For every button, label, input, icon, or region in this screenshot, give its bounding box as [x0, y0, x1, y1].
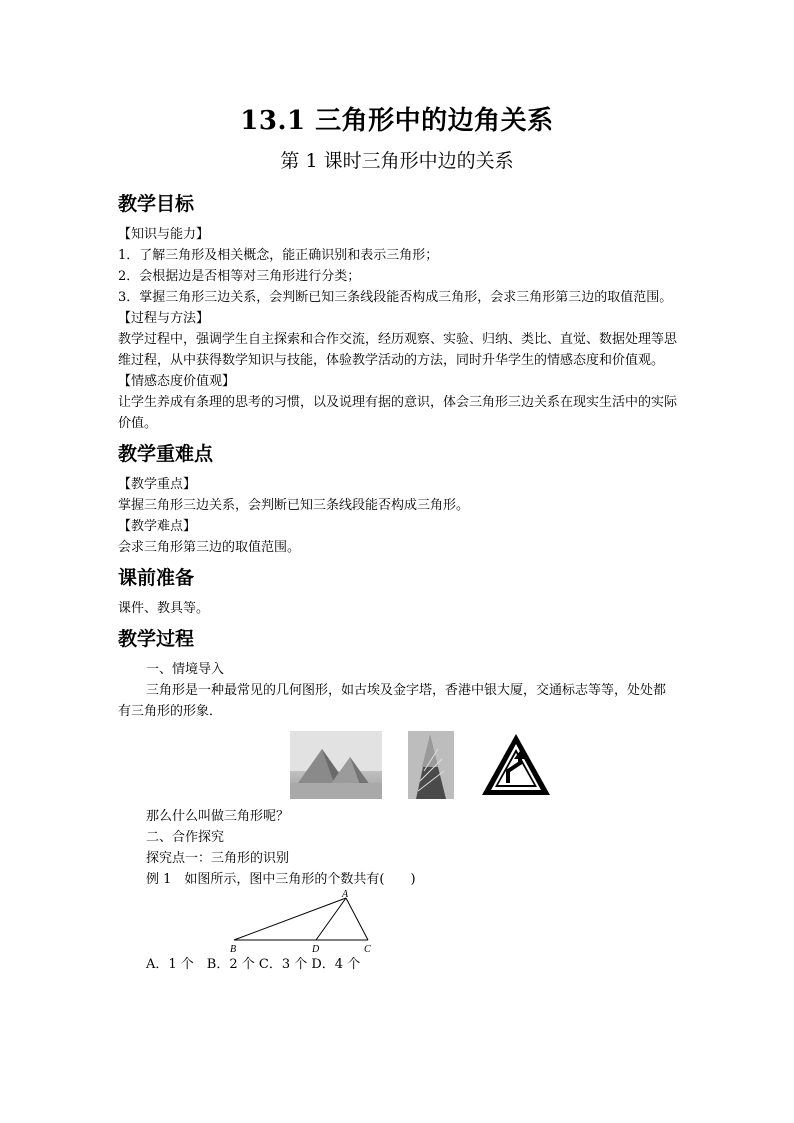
vertex-label-a: A — [342, 889, 349, 900]
section-heading-keypoints: 教学重难点 — [118, 443, 214, 465]
page-title: 13.1 三角形中的边角关系 — [240, 106, 554, 136]
example1-options: A．1 个 B．2 个 C．3 个 D．4 个 — [146, 957, 361, 972]
vertex-label-c: C — [364, 944, 371, 955]
tower-icon — [408, 731, 454, 799]
question-text: 那么什么叫做三角形呢？ — [146, 809, 290, 824]
difficult-text: 会求三角形第三边的取值范围。 — [118, 540, 301, 555]
section-heading-prep: 课前准备 — [118, 567, 195, 589]
attitude-text: 让学生养成有条理的思考的习惯，以及说理有据的意识，体会三角形三边关系在现实生活中的实际价值。 — [118, 395, 678, 431]
explore1-title: 探究点一：三角形的识别 — [146, 851, 290, 866]
difficult-label: 【教学难点】 — [118, 519, 197, 534]
tower-image — [408, 731, 454, 799]
vertex-label-b: B — [230, 944, 237, 955]
traffic-sign-image — [480, 731, 552, 799]
section-heading-process: 教学过程 — [118, 628, 195, 650]
triangle-figure — [230, 889, 678, 955]
process-label: 【过程与方法】 — [118, 311, 210, 326]
pyramid-image — [290, 731, 382, 799]
step1-title: 一、情境导入 — [146, 662, 225, 677]
example1-text: 例 1 如图所示，图中三角形的个数共有( ) — [146, 872, 416, 887]
knowledge-item: 1．了解三角形及相关概念，能正确识别和表示三角形； — [118, 248, 439, 263]
step2-title: 二、合作探究 — [146, 830, 225, 845]
document-body — [118, 184, 678, 975]
knowledge-item: 2．会根据边是否相等对三角形进行分类； — [118, 269, 361, 284]
triangle-diagram — [230, 889, 374, 955]
illustration-row — [164, 728, 678, 802]
attitude-label: 【情感态度价值观】 — [118, 374, 236, 389]
warning-sign-icon — [480, 731, 552, 799]
section-heading-goals: 教学目标 — [118, 193, 195, 215]
prep-text: 课件、教具等。 — [118, 601, 210, 616]
knowledge-label: 【知识与能力】 — [118, 227, 210, 242]
key-label: 【教学重点】 — [118, 477, 197, 492]
key-text: 掌握三角形三边关系，会判断已知三条线段能否构成三角形。 — [118, 498, 470, 513]
process-text: 教学过程中，强调学生自主探索和合作交流，经历观察、实验、归纳、类比、直觉、数据处理等思维过程，从中获得数学知识与技能，体验教学活动的方法，同时升华学生的情感态度和价值观。 — [118, 332, 678, 368]
vertex-label-d: D — [312, 944, 320, 955]
page-subtitle: 第 1 课时三角形中边的关系 — [280, 150, 514, 172]
pyramid-icon — [290, 731, 382, 799]
knowledge-item: 3．掌握三角形三边关系，会判断已知三条线段能否构成三角形，会求三角形第三边的取值范围。 — [118, 290, 673, 305]
step1-text: 三角形是一种最常见的几何图形，如古埃及金字塔，香港中银大厦，交通标志等等，处处都有三角形的形象． — [118, 683, 667, 719]
